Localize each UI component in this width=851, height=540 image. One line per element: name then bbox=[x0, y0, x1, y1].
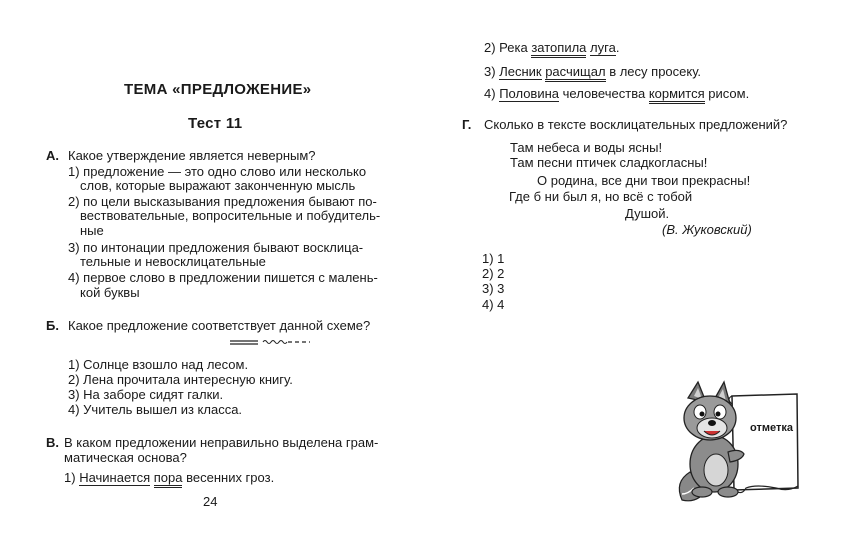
question-b-option: 4) Учитель вышел из класса. bbox=[68, 402, 243, 417]
poem-line: Душой. bbox=[625, 206, 670, 221]
option-number: 3) bbox=[484, 64, 496, 79]
poem-line: Где б ни был я, но всё с тобой bbox=[509, 189, 693, 204]
option-end: . bbox=[615, 40, 620, 55]
grade-label: отметка bbox=[750, 422, 793, 434]
question-a-line: 3) по интонации предложения бывают восклица- bbox=[68, 240, 364, 255]
question-g-text: Сколько в тексте восклицательных предложений? bbox=[484, 117, 788, 132]
question-b-letter: Б. bbox=[46, 318, 59, 333]
poem-line: Там небеса и воды ясны! bbox=[510, 140, 663, 155]
question-a-letter: А. bbox=[46, 148, 59, 163]
question-v-option-4 bbox=[484, 86, 749, 102]
option-number: 2) Река bbox=[484, 40, 528, 55]
question-b-option: 1) Солнце взошло над лесом. bbox=[68, 357, 249, 372]
question-v-letter: В. bbox=[46, 435, 59, 450]
predicate-word: расчищал bbox=[545, 64, 605, 82]
question-b-option: 2) Лена прочитала интересную книгу. bbox=[68, 372, 293, 387]
option-number: 4) bbox=[484, 86, 496, 101]
page-number: 24 bbox=[203, 494, 218, 509]
poem-line: Там песни птичек сладкогласны! bbox=[510, 155, 708, 170]
question-a-line: кой буквы bbox=[80, 285, 140, 300]
question-a-line: 1) предложение — это одно слово или несколько bbox=[68, 164, 367, 179]
question-b-option: 3) На заборе сидят галки. bbox=[68, 387, 224, 402]
poem-author: (В. Жуковский) bbox=[662, 222, 752, 237]
option-rest: рисом. bbox=[708, 86, 750, 101]
question-v-text: В каком предложении неправильно выделена грам- bbox=[64, 435, 379, 450]
question-g-option: 4) 4 bbox=[482, 297, 505, 312]
subject-word: Половина bbox=[499, 86, 560, 101]
sentence-scheme bbox=[230, 335, 310, 347]
wolf-icon bbox=[672, 376, 812, 506]
question-a-line: тельные и невосклицательные bbox=[80, 254, 266, 269]
scheme-wavy-line bbox=[263, 341, 287, 344]
question-a-text: Какое утверждение является неверным? bbox=[68, 148, 316, 163]
subject-word: Лесник bbox=[499, 64, 542, 79]
question-g-letter: Г. bbox=[462, 117, 472, 132]
question-g-option: 3) 3 bbox=[482, 281, 505, 296]
option-rest: в лесу просеку. bbox=[609, 64, 702, 79]
question-v-option-1 bbox=[64, 470, 274, 486]
question-a-line: 4) первое слово в предложении пишется с малень- bbox=[68, 270, 378, 285]
poem-line: О родина, все дни твои прекрасны! bbox=[537, 173, 751, 188]
question-g-option: 2) 2 bbox=[482, 266, 505, 281]
option-number: 1) bbox=[64, 470, 76, 485]
topic-title: ТЕМА «ПРЕДЛОЖЕНИЕ» bbox=[124, 81, 312, 98]
question-b-text: Какое предложение соответствует данной схеме? bbox=[68, 318, 371, 333]
grade-mascot bbox=[672, 376, 812, 506]
predicate-word: кормится bbox=[649, 86, 705, 104]
subject-word: Начинается bbox=[79, 470, 151, 485]
question-v-option-2 bbox=[484, 40, 619, 56]
option-rest: весенних гроз. bbox=[186, 470, 275, 485]
question-a-line: 2) по цели высказывания предложения бывают по- bbox=[68, 194, 377, 209]
subject-word: луга bbox=[590, 40, 616, 55]
question-a-line: слов, которые выражают законченную мысль bbox=[80, 178, 356, 193]
question-v-text: матическая основа? bbox=[64, 450, 187, 465]
question-a-line: вествовательные, вопросительные и побудитель- bbox=[80, 208, 381, 223]
predicate-word: затопила bbox=[531, 40, 586, 58]
test-title: Тест 11 bbox=[188, 115, 243, 132]
predicate-word: пора bbox=[154, 470, 183, 488]
question-v-option-3 bbox=[484, 64, 701, 80]
option-middle: человечества bbox=[562, 86, 646, 101]
question-a-line: ные bbox=[80, 223, 104, 238]
question-g-option: 1) 1 bbox=[482, 251, 505, 266]
